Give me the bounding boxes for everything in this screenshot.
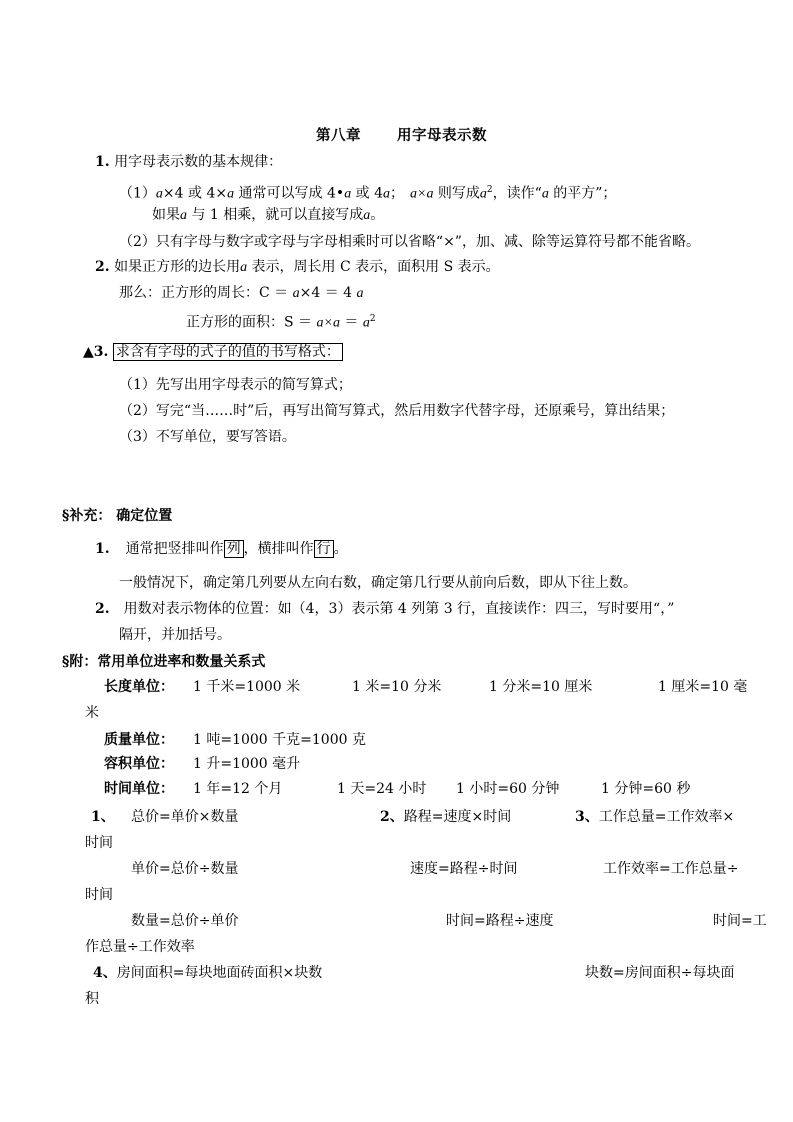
formula: 时间=工 — [713, 913, 767, 929]
formula — [575, 808, 734, 826]
supplement-item-1 — [95, 540, 348, 558]
text: 路程=速度×时间 — [403, 809, 512, 825]
label: 时间单位： — [104, 781, 174, 797]
time-unit: 1 年=12 个月 — [193, 781, 283, 797]
length-units-label — [104, 678, 174, 696]
exponent: 2 — [369, 314, 376, 324]
expr: a×a — [410, 186, 434, 202]
formula-wrap: 时间 — [85, 835, 113, 851]
section-number: 2. — [95, 259, 110, 275]
list-item: （3）不写单位，要写答语。 — [119, 429, 296, 445]
section-text: 用字母表示数的基本规律： — [114, 154, 283, 170]
text: ； — [390, 185, 404, 202]
formula: 工作效率=工作总量÷ — [603, 861, 739, 877]
number: 2、 — [380, 809, 404, 825]
appendix-heading: §附：常用单位进率和数量关系式 — [62, 654, 266, 670]
var: a — [383, 186, 390, 202]
text: 用数对表示物体的位置：如（4，3）表示第 4 列第 3 行，直接读作：四三，写时要用“，” — [123, 601, 675, 617]
number: 4、 — [93, 965, 117, 981]
rule-1-line — [119, 181, 616, 204]
text: 的平方”； — [548, 185, 617, 202]
boxed-word: 行 — [314, 540, 334, 558]
formula: 速度=路程÷时间 — [410, 861, 518, 877]
formula — [380, 808, 511, 826]
length-unit: 1 厘米=10 毫 — [658, 679, 748, 695]
text: ＝ — [339, 314, 363, 331]
volume-units-label — [104, 755, 174, 773]
text: 房间面积=每块地面砖面积×块数 — [116, 965, 323, 981]
formula — [93, 964, 322, 982]
page-title — [316, 127, 487, 145]
time-units-label — [104, 780, 174, 798]
text: 通常可以写成 4• — [234, 185, 345, 202]
time-unit: 1 天=24 小时 — [337, 781, 427, 797]
var: a — [362, 315, 370, 331]
text: 如果 — [152, 207, 180, 223]
exponent: 2 — [486, 185, 493, 195]
formula: 块数=房间面积÷每块面 — [585, 965, 735, 981]
list-item: （2）写完“当……时”后，再写出简写算式，然后用数字代替字母，还原乘号，算出结果； — [119, 403, 675, 419]
length-unit-wrap: 米 — [85, 705, 99, 721]
var: a — [356, 286, 364, 301]
volume-unit: 1 升=1000 毫升 — [193, 756, 301, 772]
item-number: 1. — [95, 541, 110, 557]
area-formula — [186, 310, 376, 333]
var: a — [227, 186, 235, 202]
formula-number — [91, 808, 115, 826]
var: a — [363, 208, 371, 223]
section-2-line — [95, 258, 500, 277]
formula: 时间=路程÷速度 — [446, 913, 554, 929]
text: 如果正方形的边长用 — [114, 259, 241, 275]
text: 通常把竖排叫作 — [125, 541, 224, 557]
length-unit: 1 千米=1000 米 — [193, 679, 301, 695]
boxed-word: 列 — [224, 540, 244, 558]
supplement-item-2 — [95, 600, 674, 618]
item-number: 2. — [95, 601, 110, 617]
text: 与 1 相乘，就可以直接写成 — [187, 207, 364, 223]
formula-wrap: 作总量÷工作效率 — [85, 939, 195, 955]
var: a — [180, 208, 187, 223]
time-unit: 1 小时=60 分钟 — [456, 781, 560, 797]
text: 。 — [333, 541, 348, 557]
text: 正方形的面积：S ＝ — [186, 314, 317, 331]
text: ×4 或 4× — [162, 185, 228, 202]
section-1-heading — [95, 153, 282, 171]
var: a — [240, 260, 248, 275]
text: （1） — [119, 185, 156, 202]
number: 3、 — [575, 809, 599, 825]
text: ×4 ＝ 4 — [299, 285, 357, 301]
formula: 总价=单价×数量 — [131, 809, 239, 825]
var: a — [541, 186, 549, 202]
var: a — [344, 186, 352, 202]
label: 长度单位： — [104, 679, 174, 695]
supplement-item-1-note: 一般情况下，确定第几列要从左向右数，确定第几行要从前向后数，即从下往上数。 — [119, 575, 637, 591]
boxed-heading: 求含有字母的式子的值的书写格式： — [113, 343, 343, 361]
perimeter-formula — [119, 284, 364, 303]
chapter-number: 第八章 — [316, 127, 361, 144]
var: a — [155, 186, 163, 202]
var: a — [479, 186, 487, 202]
text: ，横排叫作 — [243, 541, 314, 557]
text: 工作总量=工作效率× — [598, 809, 735, 825]
section-number: ▲3. — [83, 344, 109, 360]
formula-wrap: 时间 — [85, 887, 113, 903]
supplement-heading: §补充： 确定位置 — [62, 508, 173, 524]
chapter-name: 用字母表示数 — [397, 127, 487, 144]
formula: 数量=总价÷单价 — [131, 913, 239, 929]
length-unit: 1 米=10 分米 — [352, 679, 442, 695]
mass-unit: 1 吨=1000 千克=1000 克 — [193, 732, 366, 748]
time-unit: 1 分钟=60 秒 — [601, 781, 691, 797]
label: 容积单位： — [104, 756, 174, 772]
text: 表示，周长用 C 表示，面积用 S 表示。 — [247, 259, 500, 275]
section-3-heading — [83, 343, 343, 361]
rule-2-line: （2）只有字母与数字或字母与字母相乘时可以省略“×”，加、减、除等运算符号都不能省略。 — [119, 234, 700, 250]
text: ，读作“ — [492, 185, 542, 202]
section-number: 1. — [95, 154, 110, 170]
list-item: （1）先写出用字母表示的简写算式； — [119, 377, 352, 393]
mass-units-label — [104, 731, 174, 749]
expr: a×a — [316, 315, 340, 331]
var: a — [292, 286, 300, 301]
text: 或 4 — [351, 185, 383, 202]
formula: 单价=总价÷数量 — [131, 861, 239, 877]
text: 那么：正方形的周长：C ＝ — [119, 285, 293, 301]
text: 则写成 — [433, 185, 480, 202]
text: 。 — [370, 207, 385, 223]
supplement-item-2-cont: 隔开，并加括号。 — [119, 627, 231, 643]
number: 1、 — [91, 809, 115, 825]
formula-wrap: 积 — [85, 991, 99, 1007]
length-unit: 1 分米=10 厘米 — [489, 679, 593, 695]
label: 质量单位： — [104, 732, 174, 748]
rule-1-continued — [152, 206, 384, 225]
